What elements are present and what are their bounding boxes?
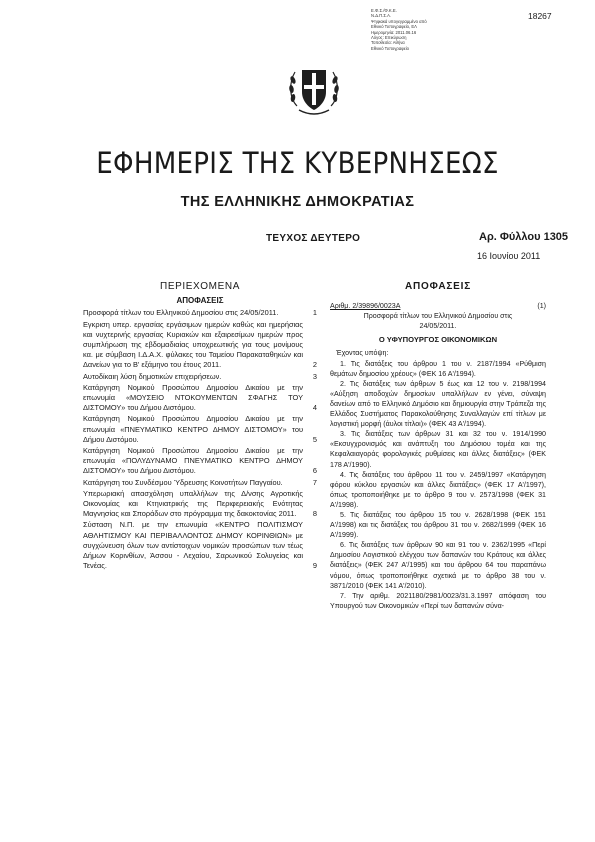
decision-paragraph: 2. Τις διατάξεις των άρθρων 5 έως και 12 του ν. 2198/1994 «Αύξηση αποδοχών δημοσίων υπαλλήλων εν γένει, σύναψη δανείων από το Ελληνικό Δημόσιο και δημιουργία στην Τράπεζα της Ελλάδος Συστήματος Παρακολούθησης Συναλλαγών επί τίτλων με λογιστική μορφή (άυλοι τίτλοι)» (ΦΕΚ 43 Α'/1994). — [330, 379, 546, 429]
contents-heading: ΠΕΡΙΕΧΟΜΕΝΑ — [160, 281, 240, 292]
contents-item-text: Σύσταση Ν.Π. με την επωνυμία «ΚΕΝΤΡΟ ΠΟΛΙΤΙΣΜΟΥ ΑΘΛΗΤΙΣΜΟΥ ΚΑΙ ΠΕΡΙΒΑΛΛΟΝΤΟΣ ΔΗΜΟΥ ΚΟΡΙΝΘΙΩΝ» με συγχώνευση όλων των αντίστοιχων νομικών προσώπων των τέως Δήμων Κορινθίων, Άσσου - Λεχαίου, Σαρωνικού Σολυγείας και Τενέας. — [83, 520, 303, 571]
decision-reference — [330, 301, 546, 311]
contents-item-text: Κατάργηση Νομικού Προσώπου Δημοσίου Δικαίου με την επωνυμία «ΜΟΥΣΕΙΟ ΝΤΟΚΟΥΜΕΝΤΩΝ ΣΦΑΓΗΣ ΤΟΥ ΔΙΣΤΟΜΟΥ» του Δήμου Διστόμου. — [83, 382, 303, 413]
decision-paragraph: 3. Τις διατάξεις των άρθρων 31 και 32 του ν. 1914/1990 «Εκσυγχρονισμός και ανάπτυξη του Δημόσιου τομέα και της Κεφαλαιαγοράς φορολογικές ρυθμίσεις και άλλες διατάξεις» (ΦΕΚ 178 Α'/1990). — [330, 430, 546, 469]
contents-item[interactable] — [83, 478, 317, 488]
contents-item-text: Κατάργηση Νομικού Προσώπου Δημοσίου Δικαίου με την επωνυμία «ΠΝΕΥΜΑΤΙΚΟ ΚΕΝΤΡΟ ΔΗΜΟΥ ΔΙΣΤΟΜΟΥ» του Δήμου Διστόμου. — [83, 414, 303, 444]
contents-item-page: 7 — [312, 477, 317, 487]
contents-item-page: 5 — [312, 434, 317, 444]
contents-item[interactable] — [83, 383, 317, 414]
decisions-heading: ΑΠΟΦΑΣΕΙΣ — [404, 281, 472, 292]
hellenic-republic-coat-of-arms-icon — [287, 60, 341, 120]
contents-item-page: 4 — [312, 403, 317, 413]
contents-item[interactable] — [83, 308, 317, 318]
decision-paragraph: 4. Τις διατάξεις του άρθρου 11 του ν. 2459/1997 «Κατάργηση φόρου κύκλου εργασιών και άλλες διατάξεις» (ΦΕΚ 17 Α'/1997), όπως τροποποιήθηκε με το άρθρο 9 του ν. 2573/1998 (ΦΕΚ 31 Α'/1998). — [330, 470, 546, 509]
decision-paragraph: Έχοντας υπόψη: — [336, 349, 389, 358]
contents-section-heading: ΑΠΟΦΑΣΕΙΣ — [176, 296, 224, 306]
contents-item[interactable] — [83, 520, 317, 571]
decision-title: Προσφορά τίτλων του Ελληνικού Δημοσίου στις 24/05/2011. — [363, 312, 513, 331]
contents-item[interactable] — [83, 446, 317, 477]
decision-number: (1) — [537, 302, 546, 311]
contents-item-page: 3 — [312, 371, 317, 381]
contents-item-page: 2 — [312, 360, 317, 370]
certification-line: Ν.Δ.Π.Σ.Α. — [371, 13, 392, 19]
minister-heading: Ο ΥΦΥΠΟΥΡΓΟΣ ΟΙΚΟΝΟΜΙΚΩΝ — [378, 335, 498, 345]
contents-item-text: Υπερωριακή απασχόληση υπαλλήλων της Δ/νσης Αγροτικής Οικονομίας και Κτηνιατρικής της Περιφερειακής Ενότητας Μαγνησίας και Σποράδων στο πρόγραμμα της δακοκτονίας 2011. — [83, 488, 303, 519]
contents-item-text: Κατάργηση του Συνδέσμου Ύδρευσης Κοινοτήτων Παγγαίου. — [83, 477, 283, 487]
certification-line: Ψηφιακά υπογεγραμμένο από — [371, 18, 427, 24]
contents-item-page: 8 — [312, 509, 317, 519]
gazette-title: ΕΦΗΜΕΡΙΣ ΤΗΣ ΚΥΒΕΡΝΗΣΕΩΣ — [96, 146, 499, 180]
contents-item-text: Κατάργηση Νομικού Προσώπου Δημοσίου Δικαίου με την επωνυμία «ΠΟΛΥΔΥΝΑΜΟ ΠΝΕΥΜΑΤΙΚΟ ΚΕΝΤΡΟ ΔΗΜΟΥ ΔΙΣΤΟΜΟΥ» του Δήμου Διστόμου. — [83, 446, 303, 476]
contents-item[interactable] — [83, 372, 317, 382]
certification-line: Λόγος: Επικύρωση — [371, 35, 407, 41]
certification-block — [371, 8, 453, 51]
issue-date: 16 Ιουνίου 2011 — [477, 251, 541, 261]
decision-paragraph: 6. Τις διατάξεις των άρθρων 90 και 91 του ν. 2362/1995 «Περί Δημοσίου Λογιστικού ελέγχου των δαπανών του Κράτους και άλλες διατάξεις» (ΦΕΚ 247 Α'/1995) και του άρθρου 64 του παραπάνω νόμου, όπως τροποποιήθηκε σχετικά με το άρθρο 38 του ν. 3871/2010 (ΦΕΚ 141 Α'/2010). — [330, 541, 546, 590]
contents-item-text: Αυτοδίκαιη λύση δημοτικών επιχειρήσεων. — [83, 371, 222, 381]
certification-line: Τοποθεσία: Αθήνα — [371, 40, 405, 46]
decision-reference-code: Αριθμ. 2/39896/0023Α — [330, 302, 401, 311]
certification-line: Εθνικό Τυπογραφείο — [371, 45, 409, 51]
contents-item-page: 6 — [312, 466, 317, 476]
certification-line: Εθνικό Τυπογραφείο, ΕΛ — [371, 24, 417, 30]
contents-item-text: Προσφορά τίτλων του Ελληνικού Δημοσίου στις 24/05/2011. — [83, 308, 279, 318]
sheet-number: Αρ. Φύλλου 1305 — [479, 231, 569, 243]
contents-item-page: 1 — [312, 308, 317, 318]
certification-line: Ε.Φ.Σ./Φ.Κ.Ε. — [371, 8, 397, 13]
decision-paragraph: 1. Τις διατάξεις του άρθρου 1 του ν. 2187/1994 «Ρύθμιση θεμάτων δημοσίου χρέους» (ΦΕΚ 16 Α'/1994). — [330, 359, 546, 378]
decision-paragraph: 7. Την αριθμ. 2021180/2981/0023/31.3.1997 απόφαση του Υπουργού των Οικονομικών «Περί των δαπανών σύνα- — [330, 591, 546, 610]
decision-paragraph: 5. Τις διατάξεις του άρθρου 15 του ν. 2628/1998 (ΦΕΚ 151 Α'/1998) και τις διατάξεις του άρθρου 31 του ν. 2682/1999 (ΦΕΚ 16 Α'/1999). — [330, 510, 546, 540]
certification-line: Ημερομηνία: 2011.06.16 — [371, 29, 417, 35]
contents-item[interactable] — [83, 320, 317, 371]
page-number: 18267 — [528, 11, 552, 21]
table-of-contents — [83, 278, 317, 572]
contents-item-page: 9 — [312, 561, 317, 571]
contents-item[interactable] — [83, 489, 317, 520]
contents-item[interactable] — [83, 414, 317, 445]
issue-type: ΤΕΥΧΟΣ ΔΕΥΤΕΡΟ — [266, 233, 361, 244]
decisions-column — [330, 278, 546, 611]
contents-item-text: Εγκριση υπερ. εργασίας εργάσιμων ημερών καθώς και ημερήσιας και νυχτερινής εργασίας Κυριακών και εξαιρεσίμων ημερών προς συμπλήρωση της εβδομαδιαίας υποχρεωτικής για τους μονίμους κα. με σύμβαση Ι.Δ.Α.Χ. φύλακες του Ταμείου Παρακαταθηκών και Δανείων για το Β' εξάμηνο του έτους 2011. — [83, 319, 303, 370]
gazette-subtitle: ΤΗΣ ΕΛΛΗΝΙΚΗΣ ΔΗΜΟΚΡΑΤΙΑΣ — [180, 194, 415, 210]
